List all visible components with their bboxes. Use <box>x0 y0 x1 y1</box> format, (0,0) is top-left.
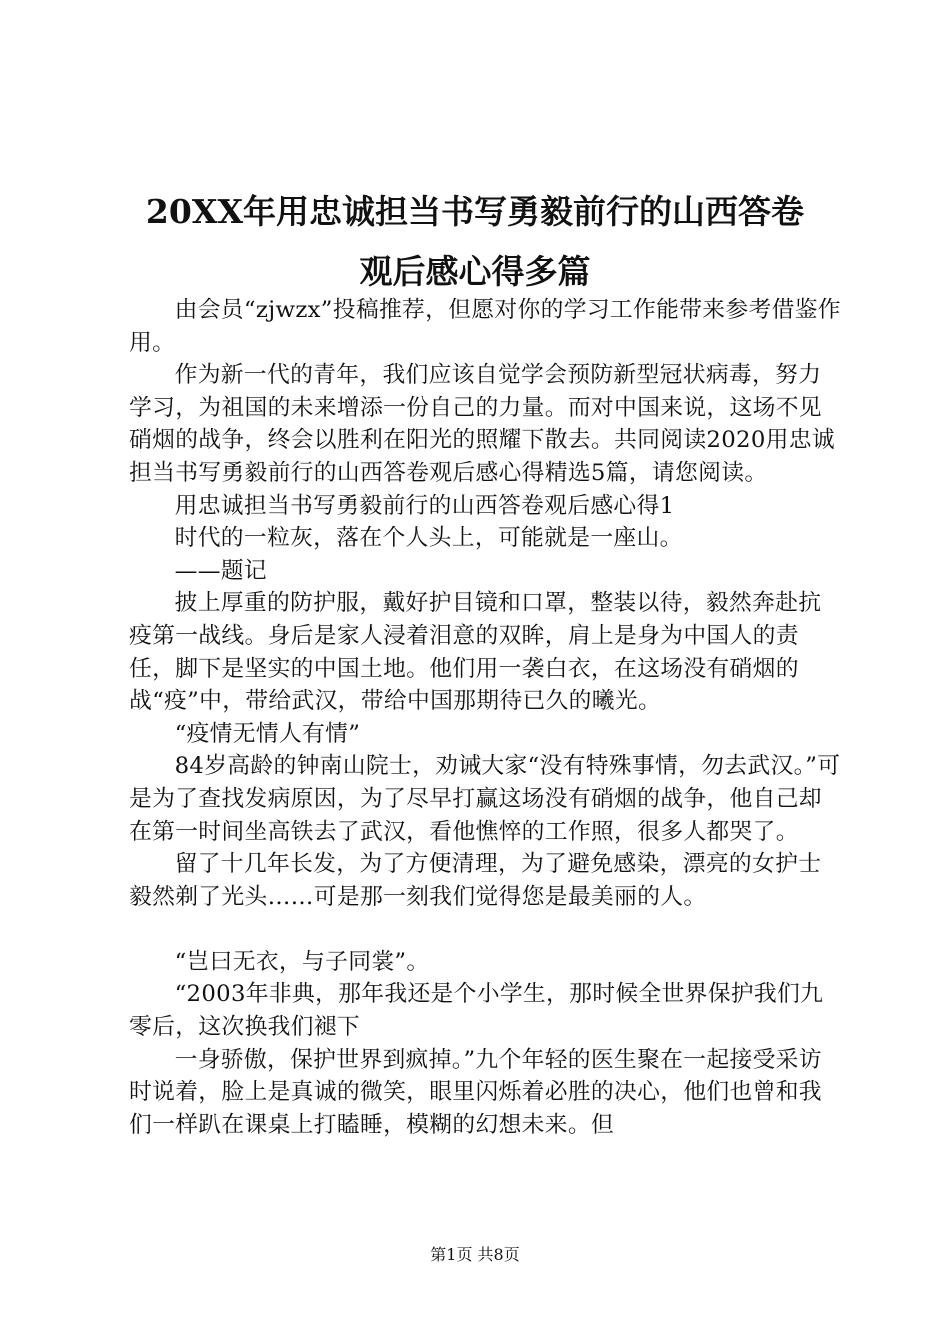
document-title-line-1: 20XX年用忠诚担当书写勇毅前行的山西答卷 <box>145 192 805 231</box>
paragraph-section-heading: 用忠诚担当书写勇毅前行的山西答卷观后感心得1 <box>174 492 675 519</box>
page-number-footer: 第1页 共8页 <box>430 1245 520 1264</box>
paragraph-epigraph: 时代的一粒灰，落在个人头上，可能就是一座山。 <box>174 525 683 552</box>
paragraph-subheading-2: “岂曰无衣，与子同裳”。 <box>174 948 430 975</box>
paragraph-epigraph-source: ——题记 <box>174 557 267 584</box>
document-body <box>129 294 841 1141</box>
paragraph-zhong-nanshan: 84岁高龄的钟南山院士，劝诫大家“没有特殊事情，勿去武汉。”可是为了查找发病原因，为了尽早打赢这场没有硝烟的战争，他自己却在第一时间坐高铁去了武汉，看他憔悴的工作照，很多人都哭了。 <box>129 753 841 845</box>
paragraph-sars-quote: “2003年非典，那年我还是个小学生，那时候全世界保护我们九零后，这次换我们褪下 <box>129 981 824 1041</box>
paragraph-nurse: 留了十几年长发，为了方便清理，为了避免感染，漂亮的女护士毅然剃了光头……可是那一刻我们觉得您是最美丽的人。 <box>129 851 822 910</box>
paragraph-frontline: 披上厚重的防护服，戴好护目镜和口罩，整装以待，毅然奔赴抗疫第一战线。身后是家人浸着泪意的双眸，肩上是身为中国人的责任，脚下是坚实的中国土地。他们用一袭白衣，在这场没有硝烟的战“疫”中，带给武汉，带给中国那期待已久的曦光。 <box>129 590 822 715</box>
paragraph-intro: 作为新一代的青年，我们应该自觉学会预防新型冠状病毒，努力学习，为祖国的未来增添一份自己的力量。而对中国来说，这场不见硝烟的战争，终会以胜利在阳光的照耀下散去。共同阅读2020用忠诚担当书写勇毅前行的山西答卷观后感心得精选5篇，请您阅读。 <box>129 362 835 486</box>
paragraph-subheading-1: “疫情无情人有情” <box>174 720 361 747</box>
document-title-line-2: 观后感心得多篇 <box>359 252 591 291</box>
paragraph-young-doctors: 一身骄傲，保护世界到疯掉。”九个年轻的医生聚在一起接受采访时说着，脸上是真诚的微笑，眼里闪烁着必胜的决心，他们也曾和我们一样趴在课桌上打瞌睡，模糊的幻想未来。但 <box>129 1046 822 1138</box>
paragraph-contributor-note: 由会员“zjwzx”投稿推荐，但愿对你的学习工作能带来参考借鉴作用。 <box>129 297 841 356</box>
